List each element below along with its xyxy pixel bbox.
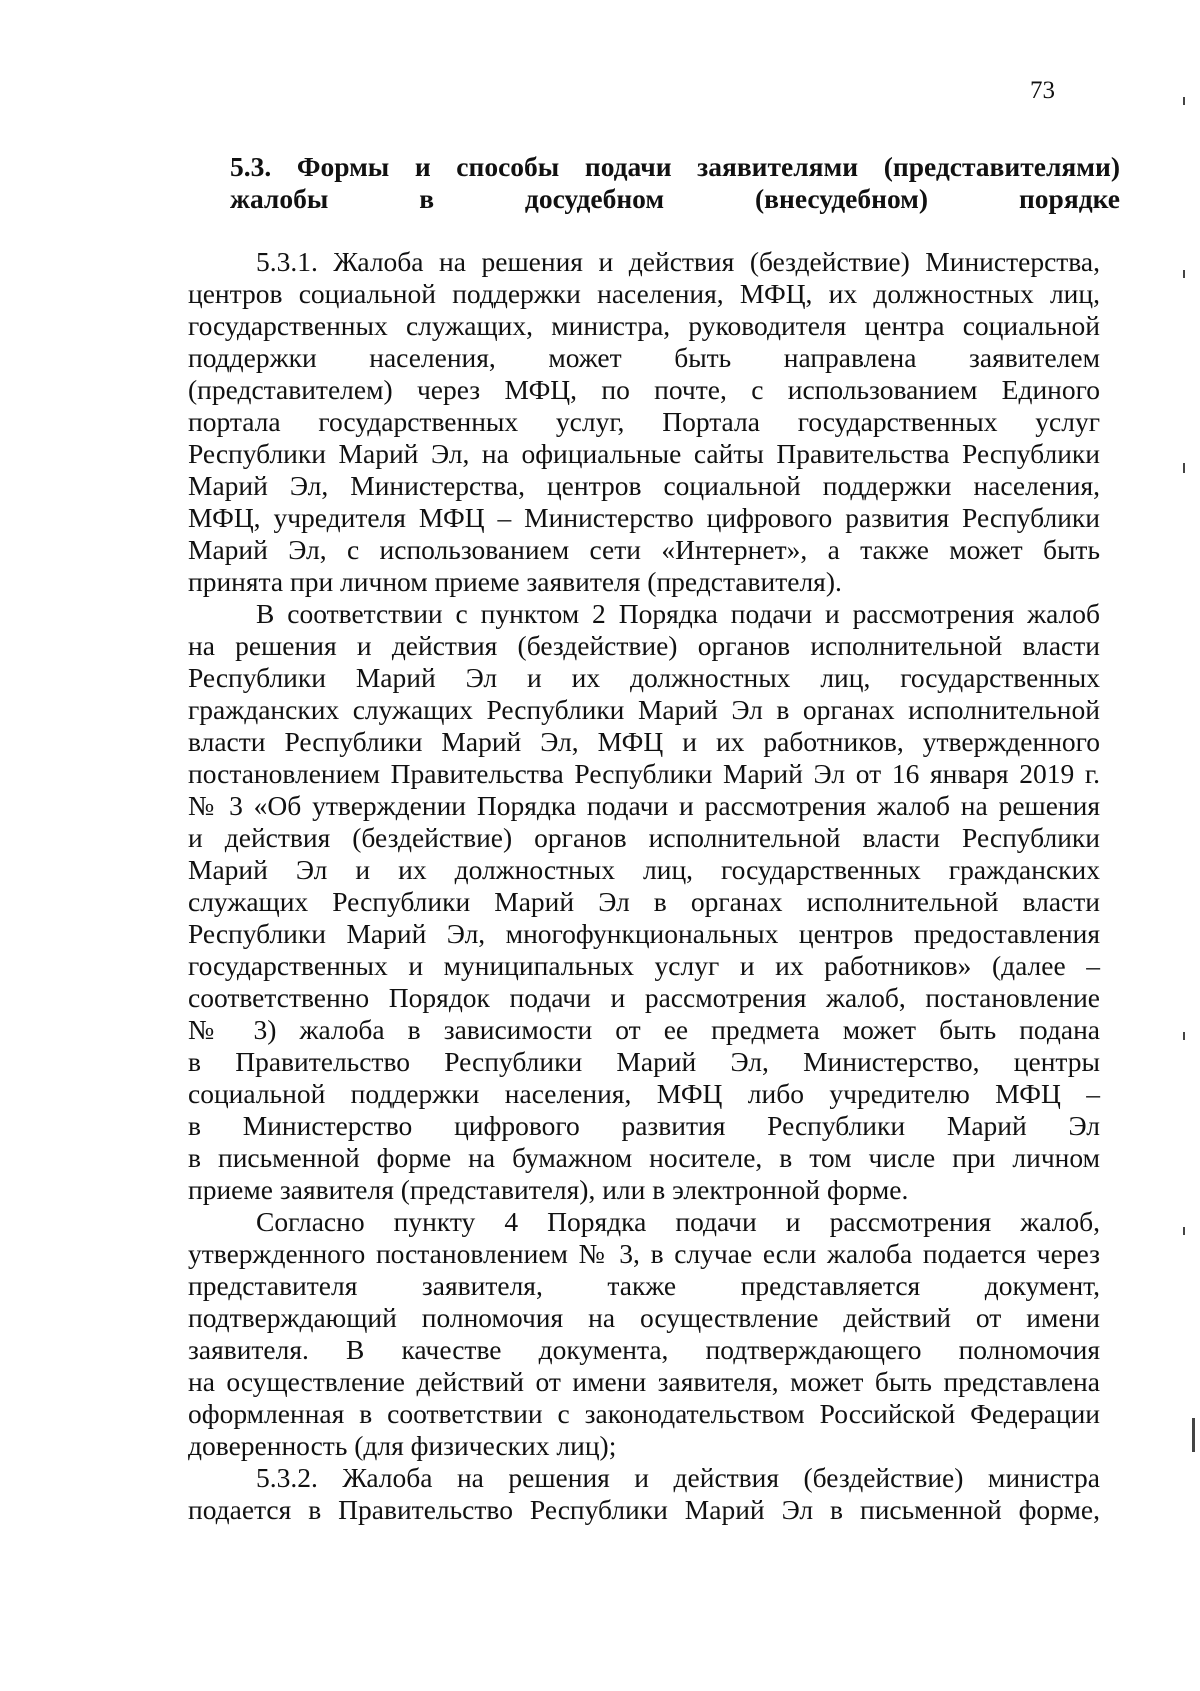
scan-speck <box>1183 1227 1185 1235</box>
paragraph <box>188 1206 1100 1462</box>
text-line: представителя заявителя, также представляется документ, <box>188 1270 1100 1301</box>
text-line: Марий Эл, Министерства, центров социальной поддержки населения, <box>188 470 1100 501</box>
text-line: 5.3.2. Жалоба на решения и действия (бездействие) министра <box>256 1462 1100 1493</box>
text-line: 5.3.1. Жалоба на решения и действия (бездействие) Министерства, <box>256 246 1100 277</box>
text-line: государственных и муниципальных услуг и их работников» (далее – <box>188 950 1100 981</box>
text-line: оформленная в соответствии с законодательством Российской Федерации <box>188 1398 1100 1429</box>
text-line: портала государственных услуг, Портала государственных услуг <box>188 406 1100 437</box>
paragraph <box>188 1462 1100 1526</box>
text-line: социальной поддержки населения, МФЦ либо учредителю МФЦ – <box>188 1078 1100 1109</box>
text-line: МФЦ, учредителя МФЦ – Министерство цифрового развития Республики <box>188 502 1100 533</box>
text-line: центров социальной поддержки населения, МФЦ, их должностных лиц, <box>188 278 1100 309</box>
text-line: Республики Марий Эл и их должностных лиц, государственных <box>188 662 1100 693</box>
heading-line: 5.3. Формы и способы подачи заявителями (представителями) <box>230 151 1120 182</box>
text-line: и действия (бездействие) органов исполнительной власти Республики <box>188 822 1100 853</box>
paragraph <box>188 246 1100 598</box>
scan-speck <box>1183 463 1185 473</box>
text-line: на осуществление действий от имени заявителя, может быть представлена <box>188 1366 1100 1397</box>
text-line: утвержденного постановлением № 3, в случае если жалоба подается через <box>188 1238 1100 1269</box>
text-line: подается в Правительство Республики Марий Эл в письменной форме, <box>188 1494 1100 1525</box>
text-line: в Правительство Республики Марий Эл, Министерство, центры <box>188 1046 1100 1077</box>
text-line: соответственно Порядок подачи и рассмотрения жалоб, постановление <box>188 982 1100 1013</box>
scan-speck <box>1183 270 1185 278</box>
text-line: в Министерство цифрового развития Республики Марий Эл <box>188 1110 1100 1141</box>
text-line: Республики Марий Эл, многофункциональных центров предоставления <box>188 918 1100 949</box>
text-line: государственных служащих, министра, руководителя центра социальной <box>188 310 1100 341</box>
text-line: власти Республики Марий Эл, МФЦ и их работников, утвержденного <box>188 726 1100 757</box>
text-line: подтверждающий полномочия на осуществление действий от имени <box>188 1302 1100 1333</box>
text-line: № 3) жалоба в зависимости от ее предмета может быть подана <box>188 1014 1100 1045</box>
text-line: № 3 «Об утверждении Порядка подачи и рассмотрения жалоб на решения <box>188 790 1100 821</box>
heading-line: жалобы в досудебном (внесудебном) порядке <box>230 183 1120 214</box>
scan-speck <box>1192 1418 1195 1452</box>
text-line: Согласно пункту 4 Порядка подачи и рассмотрения жалоб, <box>256 1206 1100 1237</box>
text-line: Марий Эл и их должностных лиц, государственных гражданских <box>188 854 1100 885</box>
text-line: на решения и действия (бездействие) органов исполнительной власти <box>188 630 1100 661</box>
text-line: (представителем) через МФЦ, по почте, с использованием Единого <box>188 374 1100 405</box>
text-line: В соответствии с пунктом 2 Порядка подачи и рассмотрения жалоб <box>256 598 1100 629</box>
text-line: служащих Республики Марий Эл в органах исполнительной власти <box>188 886 1100 917</box>
text-line: заявителя. В качестве документа, подтверждающего полномочия <box>188 1334 1100 1365</box>
text-line: постановлением Правительства Республики Марий Эл от 16 января 2019 г. <box>188 758 1100 789</box>
text-line: поддержки населения, может быть направлена заявителем <box>188 342 1100 373</box>
document-body <box>188 246 1100 1526</box>
scan-speck <box>1183 1032 1185 1040</box>
text-line: Марий Эл, с использованием сети «Интернет», а также может быть <box>188 534 1100 565</box>
text-line: принята при личном приеме заявителя (представителя). <box>188 566 842 597</box>
text-line: гражданских служащих Республики Марий Эл в органах исполнительной <box>188 694 1100 725</box>
text-line: доверенность (для физических лиц); <box>188 1430 617 1461</box>
paragraph <box>188 598 1100 1206</box>
text-line: в письменной форме на бумажном носителе, в том числе при личном <box>188 1142 1100 1173</box>
scan-speck <box>1183 97 1185 105</box>
page-number: 73 <box>1030 77 1055 104</box>
text-line: Республики Марий Эл, на официальные сайты Правительства Республики <box>188 438 1100 469</box>
text-line: приеме заявителя (представителя), или в электронной форме. <box>188 1174 909 1205</box>
section-heading <box>230 150 1120 214</box>
